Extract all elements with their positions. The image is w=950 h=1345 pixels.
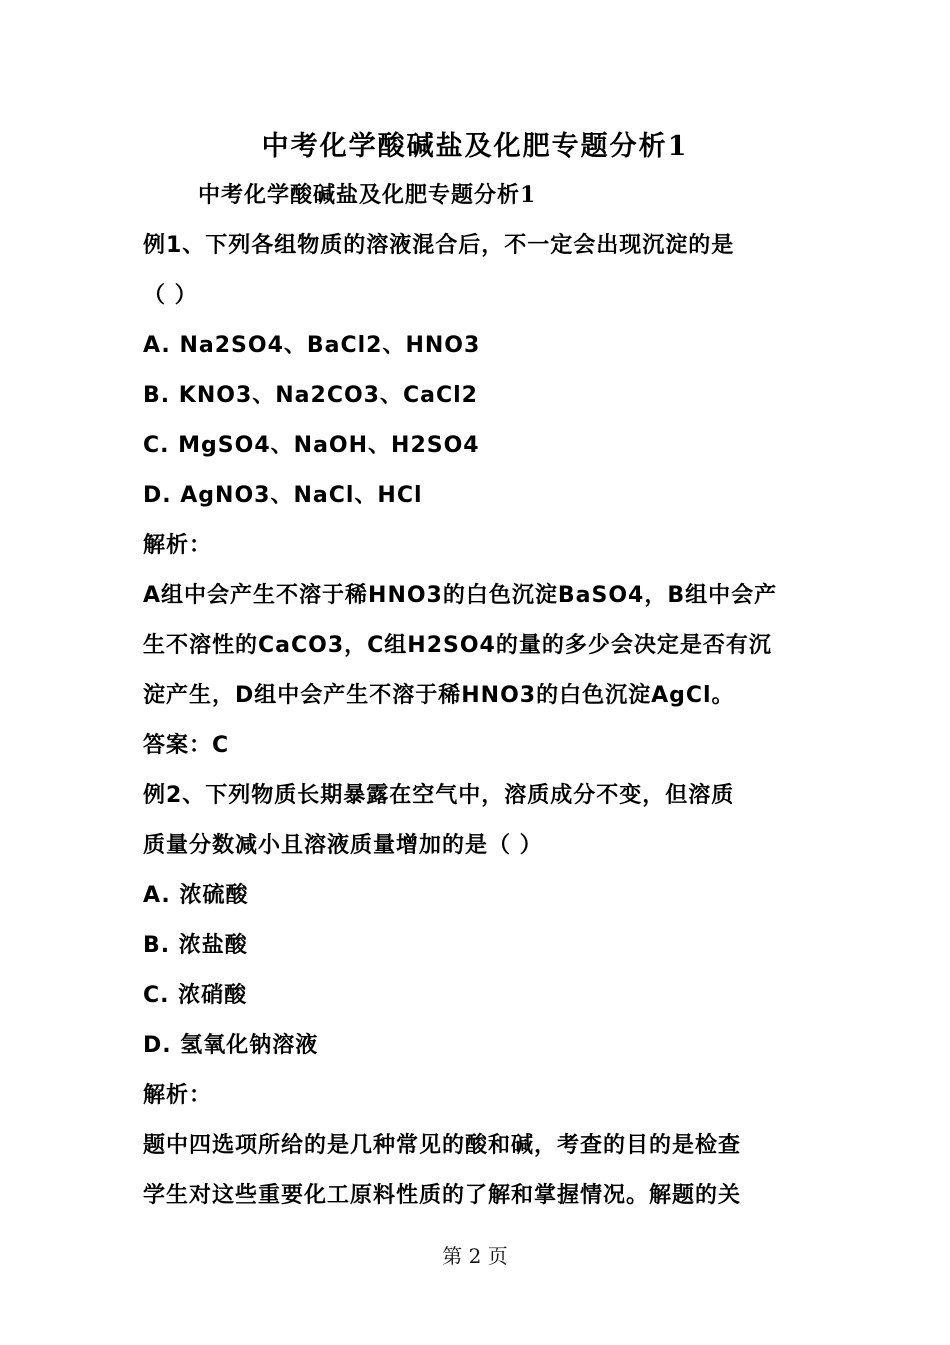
text-line: B. KNO3、Na2CO3、CaCl2 — [143, 383, 478, 408]
text-line: A组中会产生不溶于稀HNO3的白色沉淀BaSO4，B组中会产 — [143, 583, 778, 608]
text-line: 解析： — [143, 533, 213, 558]
text-line: 质量分数减小且溶液质量增加的是（ ） — [143, 833, 543, 858]
text-line: （ ） — [143, 283, 198, 308]
text-line: D. 氢氧化钠溶液 — [143, 1033, 319, 1058]
text-line: B. 浓盐酸 — [143, 933, 248, 958]
text-line: 淀产生，D组中会产生不溶于稀HNO3的白色沉淀AgCl。 — [143, 683, 735, 708]
text-line: C. MgSO4、NaOH、H2SO4 — [143, 433, 480, 458]
document-title: 中考化学酸碱盐及化肥专题分析1 — [261, 131, 689, 162]
text-line: D. AgNO3、NaCl、HCl — [143, 483, 423, 508]
text-line: 答案：C — [143, 733, 230, 758]
text-line: A. Na2SO4、BaCl2、HNO3 — [143, 333, 481, 358]
text-line: 例1、下列各组物质的溶液混合后，不一定会出现沉淀的是 — [143, 233, 735, 258]
text-line: 题中四选项所给的是几种常见的酸和碱，考查的目的是检查 — [143, 1133, 742, 1158]
text-line: 学生对这些重要化工原料性质的了解和掌握情况。解题的关 — [143, 1183, 742, 1208]
text-line: 例2、下列物质长期暴露在空气中，溶质成分不变，但溶质 — [143, 783, 735, 808]
text-line: 生不溶性的CaCO3，C组H2SO4的量的多少会决定是否有沉 — [143, 633, 772, 658]
document-subtitle: 中考化学酸碱盐及化肥专题分析1 — [198, 182, 537, 208]
text-line: 解析： — [143, 1083, 213, 1108]
page-number: 第 2 页 — [442, 1244, 508, 1268]
text-line: A. 浓硫酸 — [143, 883, 249, 908]
text-line: C. 浓硝酸 — [143, 983, 248, 1008]
